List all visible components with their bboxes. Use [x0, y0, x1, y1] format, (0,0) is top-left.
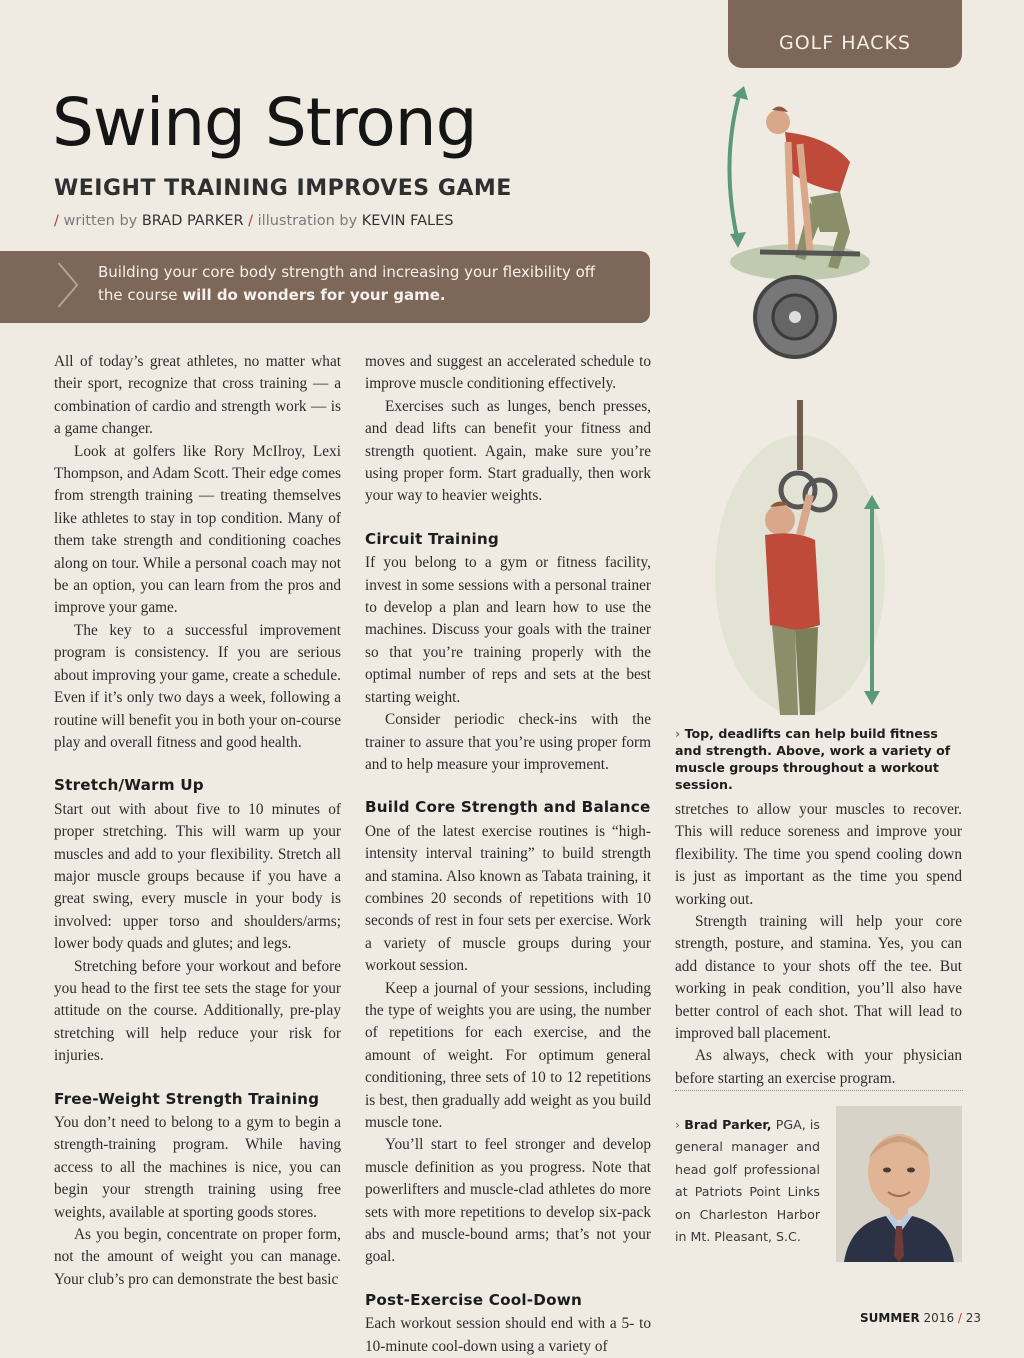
paragraph: Stretching before your workout and before you head to the first tee sets the stage for your attitude on the course. Additionally, pre-play stretching will help reduce your risk for injuries.	[54, 957, 341, 1065]
folio-year: 2016	[923, 1311, 955, 1325]
paragraph: As you begin, concentrate on proper form, not the amount of weight you can manage. Your club’s pro can demonstrate the best basic	[54, 1226, 341, 1288]
section-tab: GOLF HACKS	[728, 0, 962, 68]
paragraph: Exercises such as lunges, bench presses, and dead lifts can benefit your fitness and strength quotient. Again, make sure you’re using proper form. Start gradually, then work your way to heavier weights.	[365, 397, 651, 505]
gymnastic-rings-illustration	[700, 395, 900, 725]
paragraph: Each workout session should end with a 5- to 10-minute cool-down using a variety of	[365, 1315, 651, 1355]
author-portrait	[836, 1106, 962, 1262]
column-2	[365, 351, 651, 1358]
paragraph: You don’t need to belong to a gym to begin a strength-training program. While having access to all the machines is nice, you can begin your strength training using free weights, available at sporting goods stores.	[54, 1114, 341, 1221]
column-3	[675, 799, 962, 1090]
paragraph: moves and suggest an accelerated schedule to improve muscle conditioning effectively.	[365, 353, 651, 393]
paragraph: As always, check with your physician before starting an exercise program.	[675, 1047, 962, 1087]
page-folio: SUMMER 2016 / 23	[860, 1311, 982, 1325]
byline: / written by BRAD PARKER / illustration by KEVIN FALES	[54, 213, 454, 229]
article-title: Swing Strong	[52, 84, 477, 161]
paragraph: Strength training will help your core strength, posture, and stamina. Yes, you can add distance to your shots off the tee. But working in peak condition, you’ll also have better control of each shot. That will lead to improved ball placement.	[675, 913, 962, 1043]
chevron-right-icon: ›	[675, 726, 681, 741]
bio-text: PGA, is general manager and head golf professional at Patriots Point Links on Charleston Harbor in Mt. Pleasant, S.C.	[675, 1117, 820, 1245]
folio-season: SUMMER	[860, 1311, 920, 1325]
paragraph: All of today’s great athletes, no matter what their sport, recognize that cross training — a combination of cardio and strength work — is a game changer.	[54, 353, 341, 438]
caption-text: Top, deadlifts can help build fitness and strength. Above, work a variety of muscle groups throughout a workout session.	[675, 726, 951, 792]
chevron-right-icon: 〉	[56, 259, 105, 315]
image-caption	[675, 725, 955, 793]
pull-quote-emphasis: will do wonders for your game.	[182, 286, 446, 304]
heading-circuit: Circuit Training	[365, 529, 499, 548]
folio-page: 23	[965, 1311, 982, 1325]
pull-quote	[0, 251, 650, 323]
divider	[675, 1090, 963, 1091]
heading-free-weight: Free-Weight Strength Training	[54, 1089, 320, 1108]
chevron-right-icon: ›	[675, 1117, 681, 1132]
heading-stretch: Stretch/Warm Up	[54, 776, 204, 795]
author-name: BRAD PARKER	[141, 213, 244, 229]
heading-cool-down: Post-Exercise Cool-Down	[365, 1290, 582, 1309]
pull-quote-text: Building your core body strength and increasing your flexibility off the course	[98, 263, 596, 304]
heading-core: Build Core Strength and Balance	[365, 798, 651, 817]
paragraph: Start out with about five to 10 minutes of proper stretching. This will warm up your muscles and add to your flexibility. Stretch all major muscle groups because if you have a great swing, every muscle in your body is involved: upper torso and shoulders/arms; lower body quads and glutes; and legs.	[54, 800, 341, 953]
paragraph: Consider periodic check-ins with the trainer to assure that you’re using proper form and to help measure your improvement.	[365, 711, 651, 773]
paragraph: stretches to allow your muscles to recover. This will reduce soreness and improve your flexibility. The time you spend cooling down is just as important as the time you spend working out.	[675, 801, 962, 908]
column-1	[54, 351, 341, 1291]
deadlift-illustration	[700, 82, 880, 372]
bio-name: Brad Parker,	[684, 1117, 772, 1132]
paragraph: One of the latest exercise routines is “high-intensity interval training” to build strength and stamina. Also known as Tabata training, it combines 20 seconds of repetitions with 10 seconds of rest in four sets per exercise. Work a variety of muscle groups during your workout session.	[365, 822, 651, 975]
paragraph: You’ll start to feel stronger and develop muscle definition as you progress. Note that powerlifters and muscle-clad athletes do more sets with more repetitions to develop six-pack abs and muscle-bound arms; that’s not your goal.	[365, 1136, 651, 1266]
illustration-by-label: illustration by	[257, 213, 358, 229]
paragraph: The key to a successful improvement program is consistency. If you are serious about improving your game, create a schedule. Even if it’s only two days a week, following a routine will benefit you in both your on-course play and overall fitness and good health.	[54, 621, 341, 751]
written-by-label: written by	[63, 213, 138, 229]
illustrator-name: KEVIN FALES	[361, 213, 454, 229]
paragraph: Keep a journal of your sessions, including the type of weights you are using, the number of repetitions for each exercise, and the amount of weight. For optimum general conditioning, three sets of 10 to 12 repetitions is best, then gradually add weight as you build muscle tone.	[365, 979, 651, 1131]
article-subtitle: WEIGHT TRAINING IMPROVES GAME	[54, 176, 512, 201]
paragraph: If you belong to a gym or fitness facility, invest in some sessions with a personal trainer to develop a plan and learn how to use the machines. Discuss your goals with the trainer so that you’re training properly with the optimal number of reps and sets at the best starting weight.	[365, 554, 651, 706]
paragraph: Look at golfers like Rory McIlroy, Lexi Thompson, and Adam Scott. Their edge comes from strength training — treating themselves like athletes to stay in top condition. Many of them take strength and conditioning coaches along on tour. While a personal coach may not be an option, you can learn from the pros and improve your game.	[54, 442, 341, 617]
author-bio	[675, 1114, 820, 1248]
